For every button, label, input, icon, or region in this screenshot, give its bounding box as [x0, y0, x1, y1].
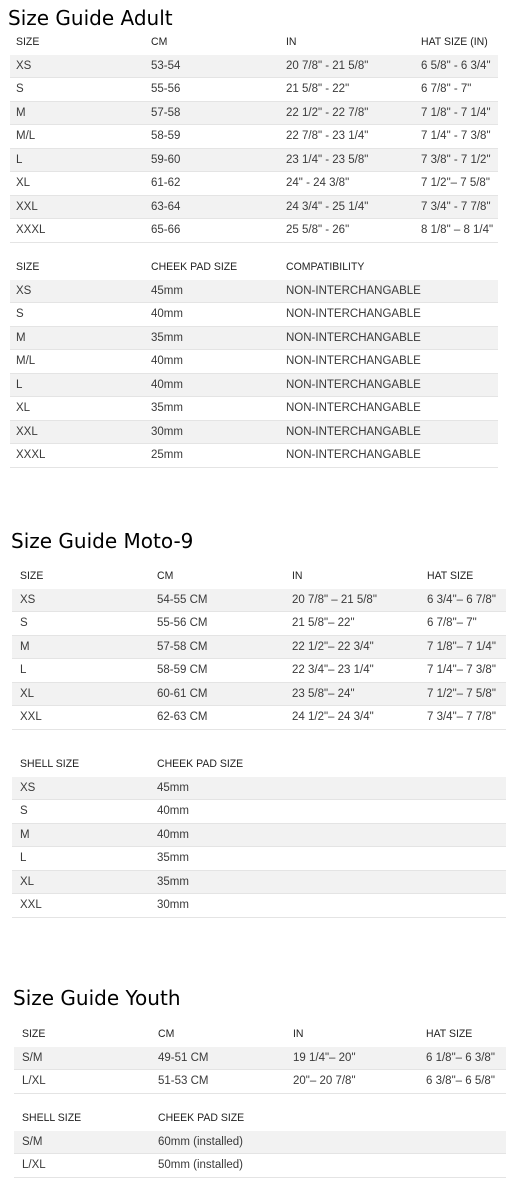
- table-cell: 7 1/2"– 7 5/8": [421, 177, 490, 189]
- table-row: [12, 871, 506, 895]
- table-cell: 20 7/8" - 21 5/8": [286, 59, 369, 72]
- table-cell: 30mm: [151, 425, 183, 438]
- table-cell: 40mm: [151, 355, 183, 367]
- table-header-row: [10, 31, 498, 55]
- table-row: [12, 847, 506, 871]
- table-cell: XS: [20, 593, 36, 606]
- table-cell: S/M: [22, 1135, 43, 1148]
- table-cell: 55-56 CM: [157, 617, 208, 629]
- table-row: [10, 172, 498, 196]
- table-cell: 6 3/4"– 6 7/8": [427, 593, 496, 606]
- column-header: SIZE: [16, 260, 40, 274]
- table-cell: 49-51 CM: [158, 1051, 209, 1064]
- table-row: [12, 612, 506, 636]
- table-cell: 57-58 CM: [157, 640, 208, 653]
- table-cell: XL: [16, 402, 31, 414]
- table-cell: 59-60: [151, 153, 181, 166]
- table-cell: S: [20, 805, 28, 817]
- table-row: [14, 1047, 506, 1071]
- table-cell: 22 3/4"– 23 1/4": [292, 664, 374, 676]
- table-cell: S: [16, 308, 24, 320]
- table-cell: M: [16, 106, 26, 119]
- table-row: [10, 196, 498, 220]
- table-cell: 35mm: [151, 331, 183, 344]
- table-cell: NON-INTERCHANGABLE: [286, 331, 421, 344]
- table-cell: XXL: [16, 425, 38, 438]
- column-header: HAT SIZE: [426, 1027, 473, 1041]
- table-cell: 7 3/4" - 7 7/8": [421, 200, 491, 213]
- table-row: [10, 350, 498, 374]
- table-cell: 35mm: [157, 875, 189, 888]
- column-header: SIZE: [16, 35, 40, 49]
- column-header: IN: [286, 35, 297, 49]
- table-cell: XS: [20, 781, 36, 794]
- table-cell: 19 1/4"– 20": [293, 1051, 356, 1064]
- table-cell: 60mm (installed): [158, 1135, 243, 1148]
- column-header: SHELL SIZE: [20, 757, 80, 771]
- column-header: IN: [292, 569, 303, 583]
- table-cell: 24" - 24 3/8": [286, 177, 350, 189]
- table-cell: XXL: [20, 899, 42, 911]
- table-row: [10, 125, 498, 149]
- table-cell: S/M: [22, 1051, 43, 1064]
- table-row: [10, 421, 498, 445]
- table-cell: NON-INTERCHANGABLE: [286, 355, 421, 367]
- table-cell: 22 7/8" - 23 1/4": [286, 130, 369, 142]
- column-header: CM: [151, 35, 168, 49]
- column-header: SHELL SIZE: [22, 1111, 82, 1125]
- table-cell: 54-55 CM: [157, 593, 208, 606]
- table-row: [12, 800, 506, 824]
- table-row: [12, 683, 506, 707]
- table-cell: XS: [16, 59, 32, 72]
- table-row: [12, 706, 506, 730]
- table-cell: 40mm: [151, 378, 183, 391]
- column-header: CHEEK PAD SIZE: [157, 757, 244, 771]
- table-cell: 51-53 CM: [158, 1075, 209, 1087]
- table-cell: 23 5/8"– 24": [292, 687, 355, 700]
- table-cell: 45mm: [157, 781, 189, 794]
- table-cell: 21 5/8" - 22": [286, 83, 350, 95]
- table-cell: NON-INTERCHANGABLE: [286, 425, 421, 438]
- table-cell: 45mm: [151, 284, 183, 297]
- table-cell: L/XL: [22, 1075, 46, 1087]
- column-header: SIZE: [22, 1027, 46, 1041]
- table-cell: M/L: [16, 130, 36, 142]
- table-cell: M: [16, 331, 26, 344]
- table-cell: 23 1/4" - 23 5/8": [286, 153, 369, 166]
- table-cell: 55-56: [151, 83, 181, 95]
- column-header: CHEEK PAD SIZE: [158, 1111, 245, 1125]
- table-cell: 21 5/8"– 22": [292, 617, 355, 629]
- table-header-row: [14, 1023, 506, 1047]
- table-cell: 7 1/4" - 7 3/8": [421, 130, 491, 142]
- table-cell: L: [16, 378, 23, 391]
- table-cell: 7 1/8" - 7 1/4": [421, 106, 491, 119]
- table-row: [10, 444, 498, 468]
- table-cell: 22 1/2"– 22 3/4": [292, 640, 374, 653]
- table-cell: 7 3/8" - 7 1/2": [421, 153, 491, 166]
- table-cell: 7 1/2"– 7 5/8": [427, 687, 496, 700]
- table-cell: XXL: [16, 200, 38, 213]
- table-cell: M: [20, 640, 30, 653]
- table-cell: 24 3/4" - 25 1/4": [286, 200, 369, 213]
- table-cell: 57-58: [151, 106, 181, 119]
- table-cell: 30mm: [157, 899, 189, 911]
- table-cell: XL: [20, 875, 35, 888]
- table-cell: 53-54: [151, 59, 181, 72]
- size-table: [14, 1023, 506, 1094]
- table-cell: M/L: [16, 355, 36, 367]
- table-cell: 7 1/8"– 7 1/4": [427, 640, 496, 653]
- table-cell: 7 3/4"– 7 7/8": [427, 711, 496, 723]
- table-cell: S: [16, 83, 24, 95]
- table-cell: 58-59 CM: [157, 664, 208, 676]
- table-cell: L: [16, 153, 23, 166]
- table-row: [12, 636, 506, 660]
- section-title: Size Guide Youth: [13, 986, 181, 1010]
- size-table: [12, 753, 506, 918]
- column-header: CHEEK PAD SIZE: [151, 260, 238, 274]
- size-table: [14, 1107, 506, 1178]
- table-cell: 22 1/2" - 22 7/8": [286, 106, 369, 119]
- table-cell: 60-61 CM: [157, 687, 208, 700]
- table-row: [10, 280, 498, 304]
- table-cell: XXXL: [16, 449, 46, 461]
- table-cell: NON-INTERCHANGABLE: [286, 402, 421, 414]
- table-cell: 25 5/8" - 26": [286, 224, 350, 236]
- table-header-row: [12, 753, 506, 777]
- table-cell: XXXL: [16, 224, 46, 236]
- table-row: [14, 1070, 506, 1094]
- table-row: [10, 397, 498, 421]
- table-cell: NON-INTERCHANGABLE: [286, 284, 421, 297]
- size-table: [10, 31, 498, 243]
- table-cell: S: [20, 617, 28, 629]
- table-cell: 50mm (installed): [158, 1159, 243, 1171]
- table-cell: XL: [16, 177, 31, 189]
- table-cell: 7 1/4"– 7 3/8": [427, 664, 496, 676]
- table-cell: 6 5/8" - 6 3/4": [421, 59, 491, 72]
- table-cell: 6 3/8"– 6 5/8": [426, 1075, 495, 1087]
- table-cell: NON-INTERCHANGABLE: [286, 378, 421, 391]
- table-row: [14, 1131, 506, 1155]
- column-header: SIZE: [20, 569, 44, 583]
- column-header: CM: [158, 1027, 175, 1041]
- section-title: Size Guide Adult: [8, 6, 173, 30]
- table-header-row: [12, 565, 506, 589]
- table-row: [12, 777, 506, 801]
- column-header: CM: [157, 569, 174, 583]
- table-cell: 65-66: [151, 224, 181, 236]
- table-cell: XL: [20, 687, 35, 700]
- table-cell: 58-59: [151, 130, 181, 142]
- size-table: [10, 256, 498, 468]
- table-row: [14, 1154, 506, 1178]
- table-cell: 61-62: [151, 177, 181, 189]
- table-row: [10, 55, 498, 79]
- table-row: [12, 659, 506, 683]
- table-cell: 24 1/2"– 24 3/4": [292, 711, 374, 723]
- table-cell: 40mm: [157, 805, 189, 817]
- table-cell: L/XL: [22, 1159, 46, 1171]
- table-row: [10, 149, 498, 173]
- table-row: [10, 303, 498, 327]
- table-row: [10, 327, 498, 351]
- table-header-row: [10, 256, 498, 280]
- table-cell: 6 7/8" - 7": [421, 83, 472, 95]
- table-cell: 20"– 20 7/8": [293, 1075, 356, 1087]
- table-row: [12, 894, 506, 918]
- size-table: [12, 565, 506, 730]
- column-header: HAT SIZE: [427, 569, 474, 583]
- column-header: IN: [293, 1027, 304, 1041]
- table-cell: 25mm: [151, 449, 183, 461]
- table-cell: 35mm: [157, 852, 189, 864]
- table-cell: XXL: [20, 711, 42, 723]
- table-cell: L: [20, 852, 27, 864]
- table-row: [10, 78, 498, 102]
- table-cell: 6 1/8"– 6 3/8": [426, 1051, 495, 1064]
- table-cell: 35mm: [151, 402, 183, 414]
- table-cell: 40mm: [151, 308, 183, 320]
- table-cell: XS: [16, 284, 32, 297]
- table-cell: NON-INTERCHANGABLE: [286, 308, 421, 320]
- column-header: HAT SIZE (IN): [421, 35, 488, 49]
- table-cell: 6 7/8"– 7": [427, 617, 477, 629]
- table-cell: 40mm: [157, 828, 189, 841]
- table-cell: 62-63 CM: [157, 711, 208, 723]
- table-row: [12, 589, 506, 613]
- table-cell: L: [20, 664, 27, 676]
- table-cell: NON-INTERCHANGABLE: [286, 449, 421, 461]
- section-title: Size Guide Moto-9: [11, 529, 194, 553]
- table-row: [10, 374, 498, 398]
- table-row: [12, 824, 506, 848]
- table-cell: 63-64: [151, 200, 181, 213]
- table-cell: M: [20, 828, 30, 841]
- column-header: COMPATIBILITY: [286, 260, 365, 274]
- table-header-row: [14, 1107, 506, 1131]
- table-row: [10, 102, 498, 126]
- table-cell: 8 1/8" – 8 1/4": [421, 224, 494, 236]
- table-row: [10, 219, 498, 243]
- table-cell: 20 7/8" – 21 5/8": [292, 593, 377, 606]
